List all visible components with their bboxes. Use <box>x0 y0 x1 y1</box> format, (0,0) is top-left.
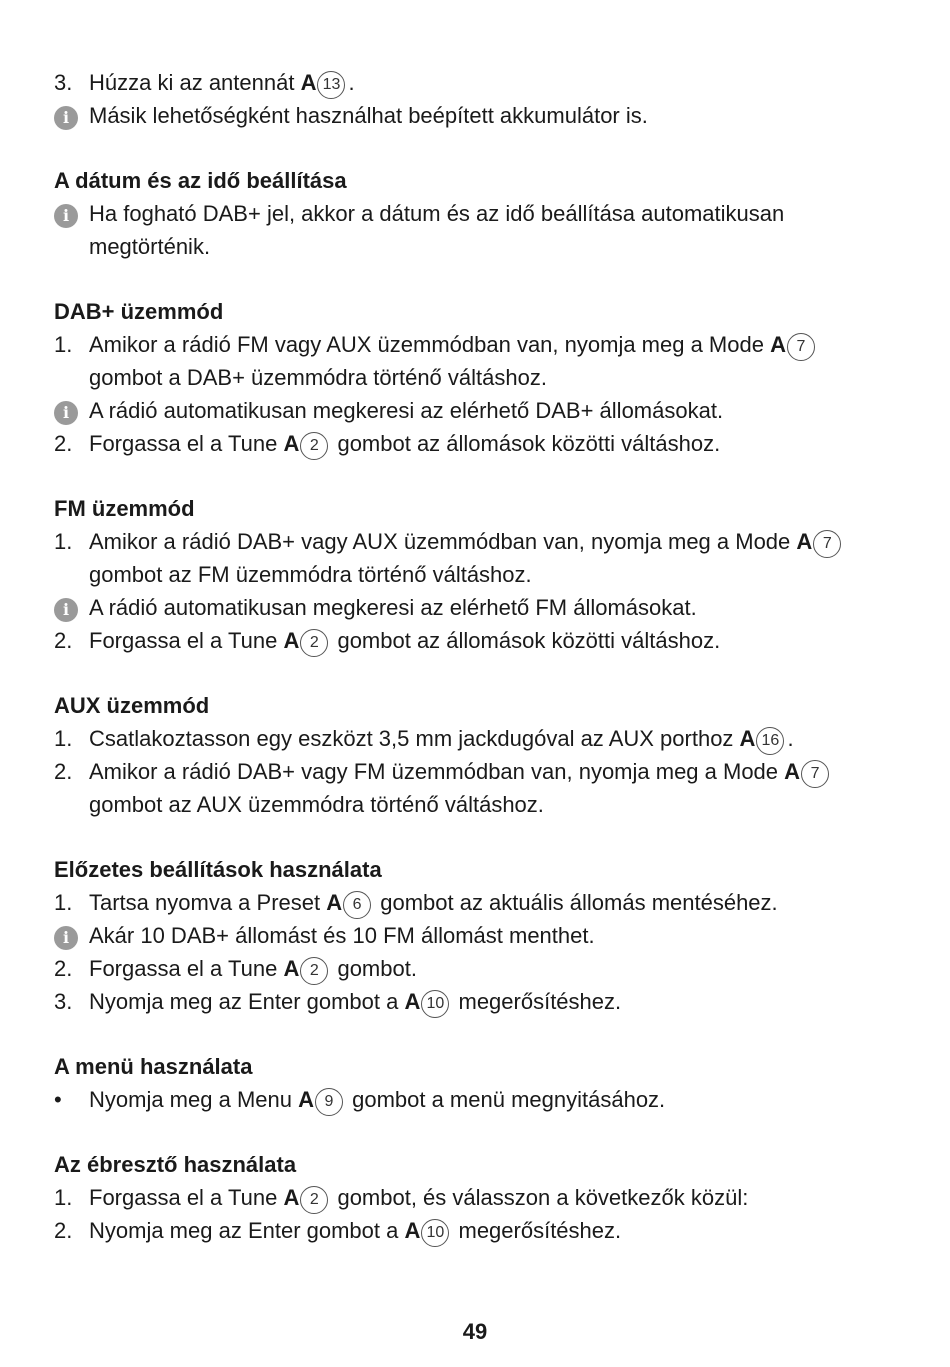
section-heading: Az ébresztő használata <box>54 1152 297 1177</box>
section <box>54 853 894 1018</box>
text-run: gombot. <box>331 956 417 981</box>
part-number-badge: 7 <box>813 530 841 558</box>
figure-ref: A <box>283 956 300 981</box>
item-text <box>89 66 894 99</box>
step-marker: • <box>54 1087 62 1112</box>
info-icon-slot <box>54 919 89 952</box>
numbered-step <box>54 525 894 591</box>
text-run: Csatlakoztasson egy eszközt 3,5 mm jackdugóval az AUX porthoz <box>89 726 740 751</box>
text-run: Amikor a rádió DAB+ vagy FM üzemmódban van, nyomja meg a Mode <box>89 759 785 784</box>
item-text <box>89 952 894 985</box>
item-text <box>89 985 894 1018</box>
info-note <box>54 591 894 624</box>
section <box>54 164 894 263</box>
figure-ref: A <box>770 332 786 357</box>
numbered-step <box>54 427 894 460</box>
step-marker: 2. <box>54 1218 73 1243</box>
text-run: gombot az állomások közötti váltáshoz. <box>331 431 721 456</box>
numbered-step <box>54 66 894 99</box>
part-number-badge: 2 <box>300 957 328 985</box>
item-text <box>89 919 894 952</box>
part-number-badge: 7 <box>801 760 829 788</box>
item-text <box>89 328 894 394</box>
item-text <box>89 427 894 460</box>
section-heading: Előzetes beállítások használata <box>54 857 382 882</box>
item-text <box>89 197 894 263</box>
text-run: Nyomja meg az Enter gombot a <box>89 989 405 1014</box>
info-icon: i <box>54 204 78 228</box>
text-run: Ha fogható DAB+ jel, akkor a dátum és az idő beállítása automatikusan megtörténik. <box>89 201 785 259</box>
section <box>54 66 894 132</box>
part-number-badge: 10 <box>421 1219 449 1247</box>
info-note <box>54 197 894 263</box>
step-marker: 2. <box>54 956 73 981</box>
step-marker: 1. <box>54 1185 73 1210</box>
numbered-step <box>54 985 894 1018</box>
item-text <box>89 755 894 821</box>
numbered-step <box>54 1181 894 1214</box>
text-run: Nyomja meg az Enter gombot a <box>89 1218 405 1243</box>
section <box>54 492 894 657</box>
text-run: Amikor a rádió FM vagy AUX üzemmódban van, nyomja meg a Mode <box>89 332 771 357</box>
figure-ref: A <box>283 431 300 456</box>
step-marker: 1. <box>54 332 73 357</box>
info-note <box>54 99 894 132</box>
info-icon-slot <box>54 99 89 132</box>
text-run: . <box>348 70 355 95</box>
text-run: A rádió automatikusan megkeresi az elérhető DAB+ állomásokat. <box>89 398 724 423</box>
document-page <box>54 66 894 1279</box>
info-icon: i <box>54 401 78 425</box>
numbered-step <box>54 624 894 657</box>
section-heading: FM üzemmód <box>54 496 195 521</box>
text-run: gombot az AUX üzemmódra történő váltáshoz. <box>89 792 544 817</box>
info-icon: i <box>54 598 78 622</box>
step-marker: 1. <box>54 529 73 554</box>
numbered-step <box>54 886 894 919</box>
part-number-badge: 16 <box>756 727 784 755</box>
text-run: A rádió automatikusan megkeresi az elérhető FM állomásokat. <box>89 595 697 620</box>
step-marker: 2. <box>54 431 73 456</box>
section <box>54 689 894 821</box>
text-run: gombot a DAB+ üzemmódra történő váltáshoz. <box>89 365 547 390</box>
part-number-badge: 7 <box>787 333 815 361</box>
text-run: Forgassa el a Tune <box>89 956 284 981</box>
text-run: Tartsa nyomva a Preset <box>89 890 327 915</box>
info-icon-slot <box>54 591 89 624</box>
numbered-step <box>54 952 894 985</box>
text-run: megerősítéshez. <box>452 989 622 1014</box>
text-run: Másik lehetőségként használhat beépített akkumulátor is. <box>89 103 648 128</box>
info-note <box>54 919 894 952</box>
figure-ref: A <box>404 989 421 1014</box>
item-text <box>89 1181 894 1214</box>
figure-ref: A <box>326 890 343 915</box>
text-run: Forgassa el a Tune <box>89 628 284 653</box>
figure-ref: A <box>739 726 756 751</box>
text-run: gombot az aktuális állomás mentéséhez. <box>374 890 778 915</box>
text-run: Forgassa el a Tune <box>89 1185 284 1210</box>
numbered-step <box>54 755 894 821</box>
text-run: gombot a menü megnyitásához. <box>345 1087 666 1112</box>
info-icon-slot <box>54 394 89 427</box>
text-run: gombot, és válasszon a következők közül: <box>331 1185 749 1210</box>
section <box>54 1050 894 1116</box>
text-run: . <box>787 726 794 751</box>
text-run: megerősítéshez. <box>452 1218 622 1243</box>
part-number-badge: 6 <box>343 891 371 919</box>
part-number-badge: 13 <box>317 71 345 99</box>
step-marker: 3. <box>54 989 73 1014</box>
text-run: Nyomja meg a Menu <box>89 1087 299 1112</box>
part-number-badge: 2 <box>300 432 328 460</box>
part-number-badge: 2 <box>300 629 328 657</box>
figure-ref: A <box>784 759 801 784</box>
bullet-item <box>54 1083 894 1116</box>
text-run: gombot az állomások közötti váltáshoz. <box>331 628 721 653</box>
text-run: Amikor a rádió DAB+ vagy AUX üzemmódban van, nyomja meg a Mode <box>89 529 797 554</box>
step-marker: 1. <box>54 726 73 751</box>
figure-ref: A <box>404 1218 421 1243</box>
section-heading: A dátum és az idő beállítása <box>54 168 347 193</box>
info-note <box>54 394 894 427</box>
item-text <box>89 722 894 755</box>
info-icon: i <box>54 106 78 130</box>
text-run: Húzza ki az antennát <box>89 70 301 95</box>
figure-ref: A <box>283 1185 300 1210</box>
part-number-badge: 10 <box>421 990 449 1018</box>
figure-ref: A <box>300 70 317 95</box>
part-number-badge: 9 <box>315 1088 343 1116</box>
numbered-step <box>54 1214 894 1247</box>
item-text <box>89 1214 894 1247</box>
step-marker: 3. <box>54 70 73 95</box>
item-text <box>89 624 894 657</box>
info-icon-slot <box>54 197 89 230</box>
step-marker: 1. <box>54 890 73 915</box>
figure-ref: A <box>283 628 300 653</box>
text-run: Akár 10 DAB+ állomást és 10 FM állomást menthet. <box>89 923 595 948</box>
item-text <box>89 591 894 624</box>
item-text <box>89 1083 894 1116</box>
item-text <box>89 99 894 132</box>
item-text <box>89 525 894 591</box>
item-text <box>89 394 894 427</box>
numbered-step <box>54 722 894 755</box>
info-icon: i <box>54 926 78 950</box>
step-marker: 2. <box>54 628 73 653</box>
part-number-badge: 2 <box>300 1186 328 1214</box>
item-text <box>89 886 894 919</box>
step-marker: 2. <box>54 759 73 784</box>
page-number: 49 <box>462 1319 488 1344</box>
section-heading: DAB+ üzemmód <box>54 299 224 324</box>
section <box>54 295 894 460</box>
numbered-step <box>54 328 894 394</box>
section-heading: A menü használata <box>54 1054 253 1079</box>
text-run: gombot az FM üzemmódra történő váltáshoz. <box>89 562 532 587</box>
figure-ref: A <box>298 1087 314 1112</box>
section-heading: AUX üzemmód <box>54 693 210 718</box>
text-run: Forgassa el a Tune <box>89 431 284 456</box>
figure-ref: A <box>796 529 813 554</box>
section <box>54 1148 894 1247</box>
